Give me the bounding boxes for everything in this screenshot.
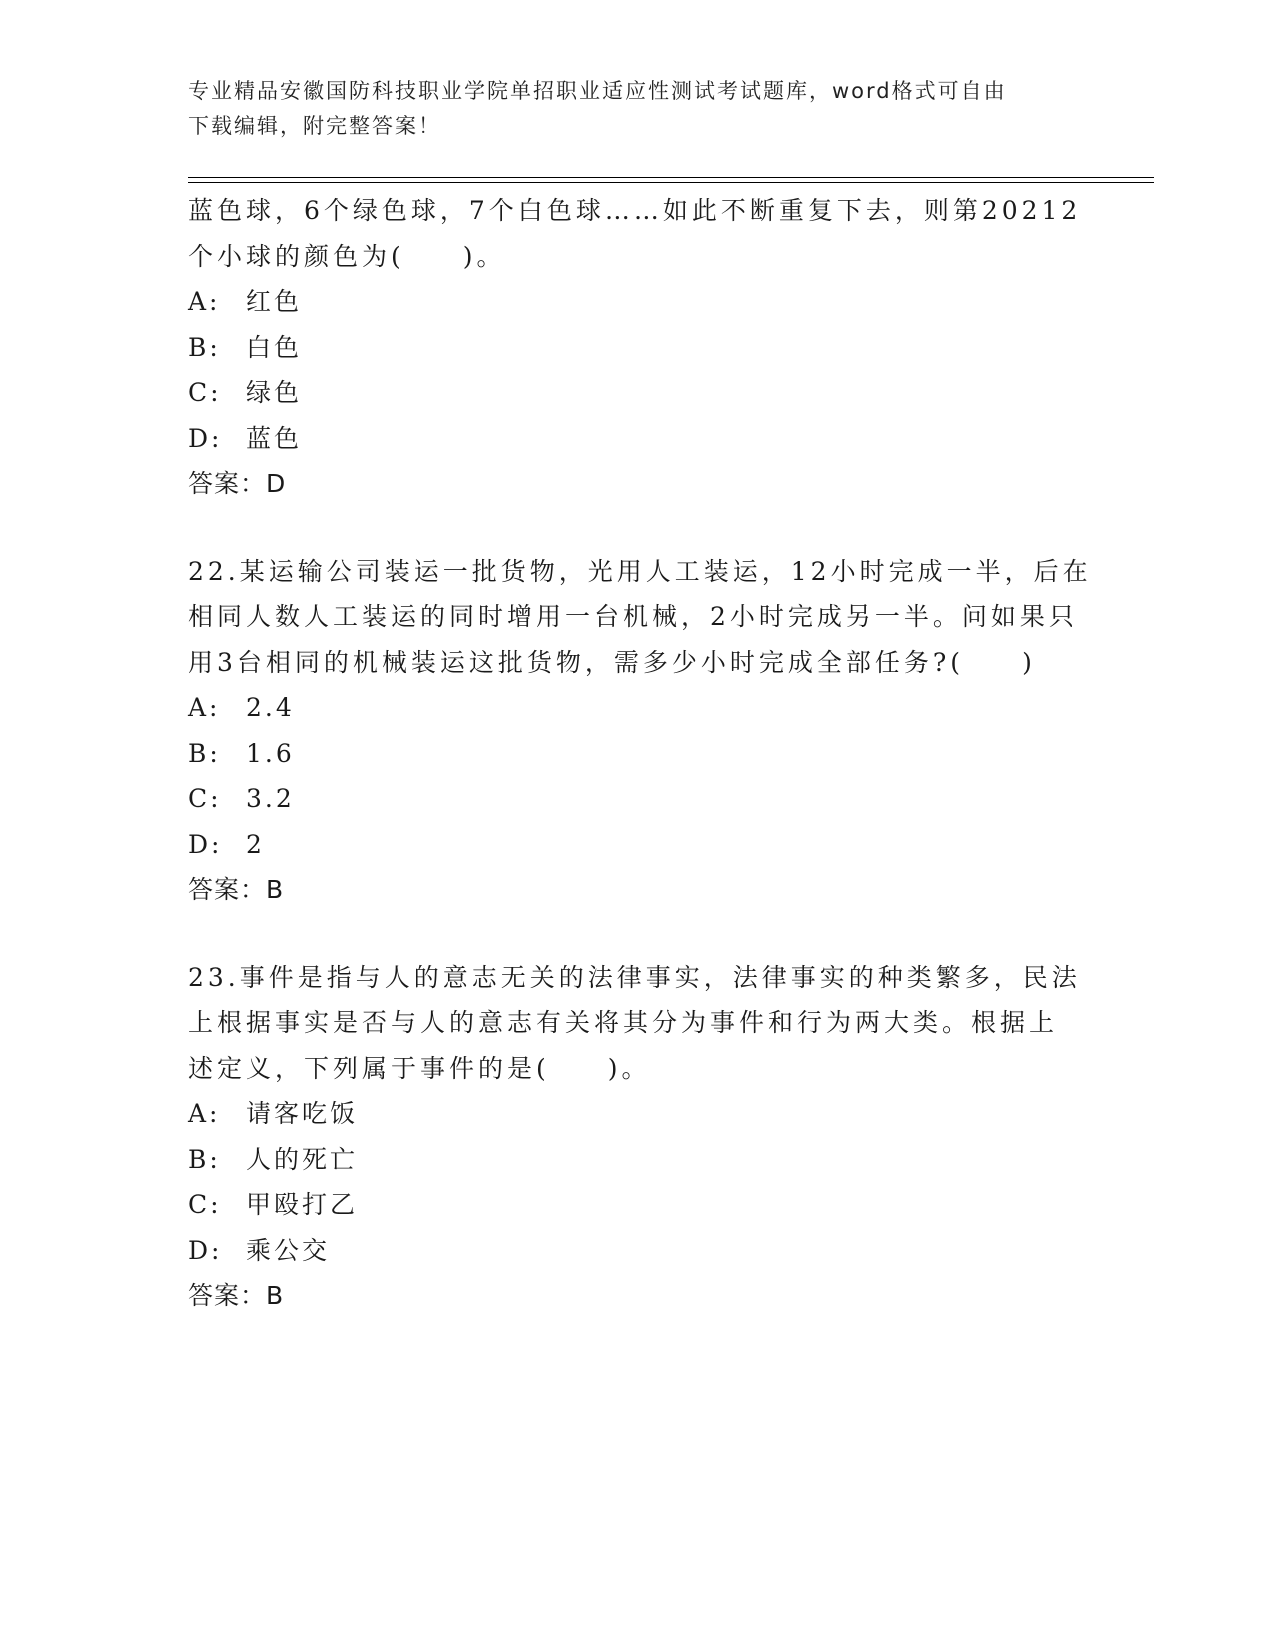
question-stem-line: 蓝色球，6个绿色球，7个白色球……如此不断重复下去，则第20212 (188, 196, 1082, 225)
answer-line: 答案：D (188, 469, 287, 498)
spacer (188, 507, 1088, 549)
answer-line: 答案：B (188, 1281, 285, 1310)
option-a (188, 279, 1088, 325)
option-text: 甲殴打乙 (246, 1190, 359, 1219)
option-d (188, 1228, 1088, 1274)
option-key: B: (188, 332, 221, 362)
question-list (188, 188, 1092, 1319)
question-stem-line: 用3台相同的机械装运这批货物，需多少小时完成全部任务?( ) (188, 647, 1036, 677)
option-text: 2 (246, 829, 265, 859)
question-block (188, 188, 1088, 507)
option-a (188, 1091, 1088, 1137)
option-a (188, 685, 1088, 731)
option-d (188, 416, 1088, 462)
question-stem-line: 23.事件是指与人的意志无关的法律事实，法律事实的种类繁多，民法 (188, 962, 1081, 992)
question-stem-line: 上根据事实是否与人的意志有关将其分为事件和行为两大类。根据上 (188, 1008, 1059, 1037)
option-b (188, 1137, 1088, 1183)
option-key: D: (188, 423, 223, 453)
option-text: 请客吃饭 (246, 1099, 359, 1128)
option-text: 蓝色 (246, 423, 303, 453)
option-key: C: (188, 378, 222, 407)
header-line-1: 专业精品安徽国防科技职业学院单招职业适应性测试考试题库，word格式可自由 (188, 79, 1007, 103)
header-line-2: 下载编辑，附完整答案！ (188, 114, 441, 138)
option-key: C: (188, 1190, 222, 1219)
option-b (188, 731, 1088, 777)
header-divider (188, 182, 1154, 183)
option-c (188, 776, 1088, 822)
option-text: 绿色 (246, 378, 303, 407)
spacer (188, 913, 1088, 955)
option-text: 乘公交 (246, 1235, 331, 1265)
option-key: B: (188, 738, 221, 768)
question-stem-line: 22.某运输公司装运一批货物，光用人工装运，12小时完成一半，后在 (188, 556, 1092, 586)
option-text: 2.4 (246, 693, 295, 722)
option-key: D: (188, 1235, 223, 1265)
question-stem-line: 个小球的颜色为( )。 (188, 241, 506, 271)
answer-line: 答案：B (188, 875, 285, 904)
option-text: 3.2 (246, 784, 295, 813)
option-key: C: (188, 784, 222, 813)
option-text: 1.6 (246, 738, 295, 768)
question-block (188, 955, 1088, 1319)
option-key: A: (188, 693, 221, 722)
option-key: A: (188, 287, 221, 316)
option-c (188, 1182, 1088, 1228)
page-header (188, 74, 1088, 144)
option-b (188, 325, 1088, 371)
option-c (188, 370, 1088, 416)
option-text: 白色 (246, 332, 303, 362)
option-d (188, 822, 1088, 868)
option-key: A: (188, 1099, 221, 1128)
option-text: 红色 (246, 287, 303, 316)
question-stem-line: 相同人数人工装运的同时增用一台机械，2小时完成另一半。问如果只 (188, 602, 1078, 631)
option-key: D: (188, 829, 223, 859)
option-text: 人的死亡 (246, 1144, 359, 1174)
question-stem-line: 述定义，下列属于事件的是( )。 (188, 1053, 651, 1083)
header-divider (188, 177, 1154, 178)
option-key: B: (188, 1144, 221, 1174)
question-block (188, 549, 1092, 913)
